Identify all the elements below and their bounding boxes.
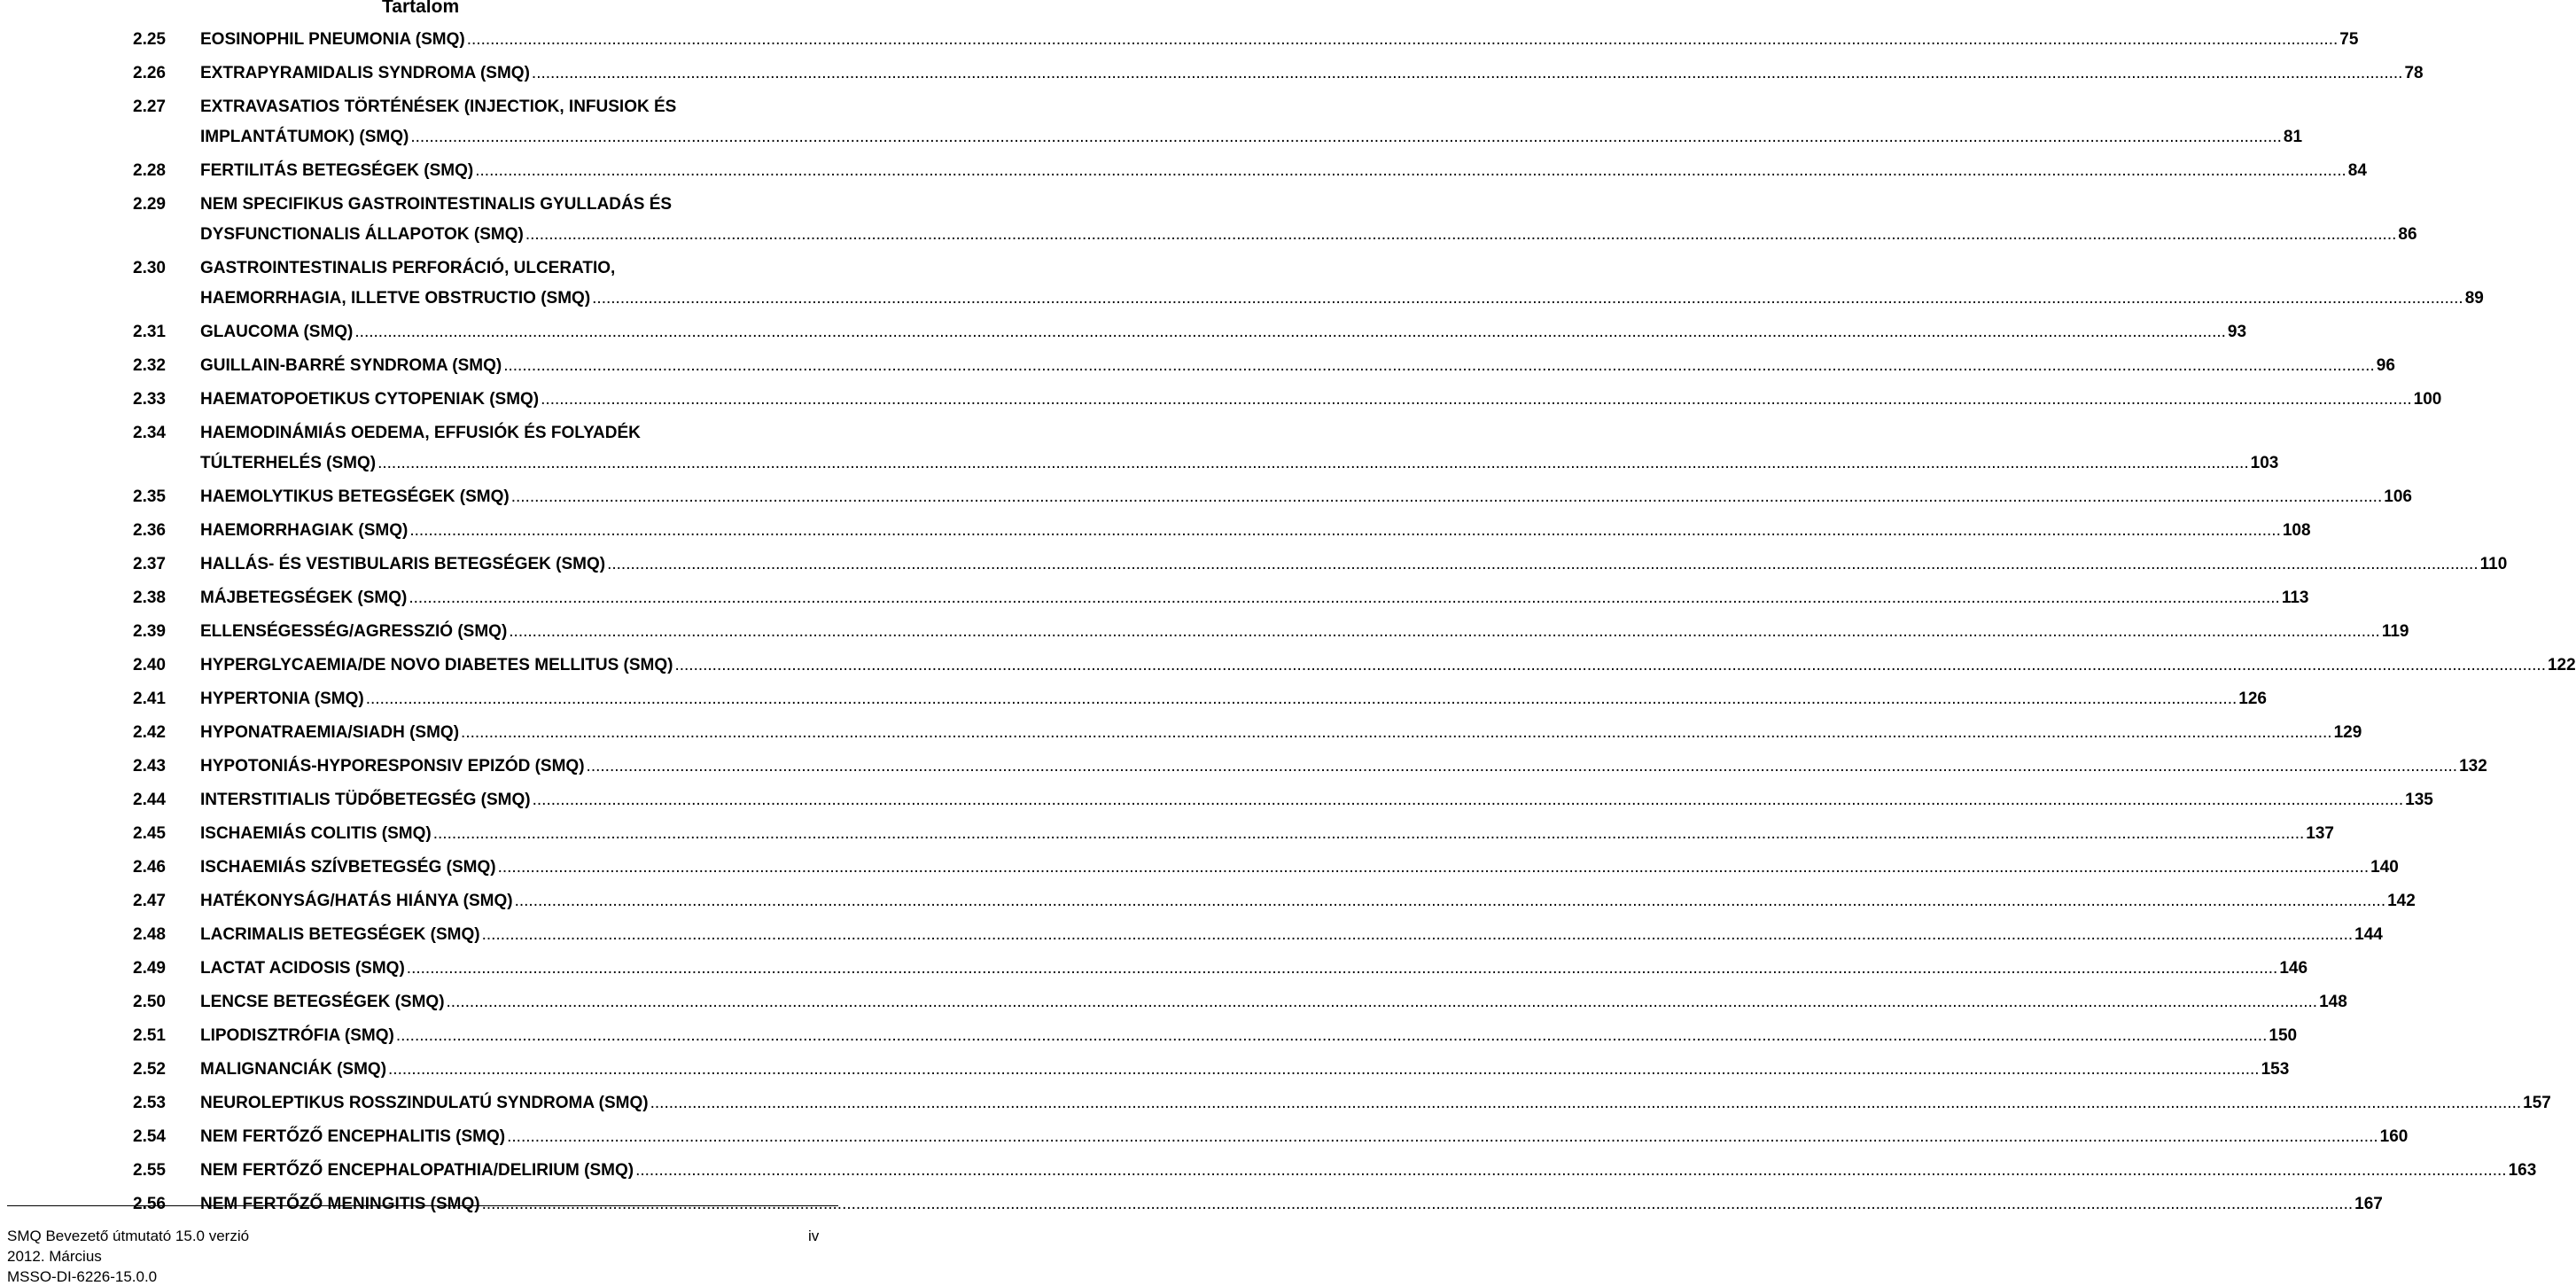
toc-entry[interactable] — [0, 993, 2347, 1011]
toc-entry-title: FERTILITÁS BETEGSÉGEK (SMQ) — [200, 161, 474, 180]
toc-entry-title: DYSFUNCTIONALIS ÁLLAPOTOK (SMQ) — [200, 225, 524, 244]
toc-entry-title: NEUROLEPTIKUS ROSSZINDULATÚ SYNDROMA (SMQ) — [200, 1094, 649, 1112]
toc-entry-number: 2.44 — [133, 791, 166, 809]
toc-entry[interactable] — [0, 323, 2247, 341]
toc-entry[interactable] — [0, 588, 2309, 607]
toc-entry-title: MÁJBETEGSÉGEK (SMQ) — [200, 588, 408, 607]
toc-entry-title: NEM FERTŐZŐ ENCEPHALOPATHIA/DELIRIUM (SMQ) — [200, 1161, 634, 1180]
toc-dot-leader: ................................................................................................................................................................................................................................................................................................................................................................................................................ — [607, 555, 2479, 573]
toc-entry-page: 153 — [2261, 1060, 2290, 1079]
toc-entry-number: 2.40 — [133, 656, 166, 674]
toc-entry-page: 96 — [2376, 356, 2395, 375]
toc-entry[interactable] — [0, 858, 2399, 877]
toc-dot-leader: ................................................................................................................................................................................................................................................................................................................................................................................................................ — [446, 993, 2318, 1011]
toc-entry-page: 150 — [2269, 1026, 2298, 1045]
toc-entry-title: GLAUCOMA (SMQ) — [200, 323, 354, 341]
toc-entry-title: HYPONATRAEMIA/SIADH (SMQ) — [200, 723, 460, 742]
toc-entry[interactable] — [0, 824, 2334, 843]
toc-entry-page: 103 — [2250, 454, 2279, 472]
toc-dot-leader: ................................................................................................................................................................................................................................................................................................................................................................................................................ — [377, 454, 2249, 472]
toc-entry-title: HATÉKONYSÁG/HATÁS HIÁNYA (SMQ) — [200, 892, 513, 910]
toc-entry-title: IMPLANTÁTUMOK) (SMQ) — [200, 128, 409, 146]
toc-entry[interactable] — [0, 925, 2383, 944]
toc-entry-number: 2.32 — [133, 356, 166, 375]
toc-entry-page: 144 — [2354, 925, 2383, 944]
toc-dot-leader: ................................................................................................................................................................................................................................................................................................................................................................................................................ — [365, 690, 2237, 708]
toc-entry-number: 2.49 — [133, 959, 166, 978]
toc-entry-page: 163 — [2508, 1161, 2537, 1180]
toc-entry-number: 2.43 — [133, 757, 166, 775]
toc-entry-number: 2.30 — [133, 259, 166, 277]
toc-entry[interactable] — [0, 259, 2484, 308]
toc-dot-leader: ................................................................................................................................................................................................................................................................................................................................................................................................................ — [514, 892, 2386, 910]
toc-entry[interactable] — [0, 892, 2416, 910]
toc-entry-page: 160 — [2379, 1127, 2409, 1146]
toc-dot-leader: ................................................................................................................................................................................................................................................................................................................................................................................................................ — [461, 723, 2332, 742]
toc-dot-leader: ................................................................................................................................................................................................................................................................................................................................................................................................................ — [531, 64, 2403, 82]
toc-entry-title: LENCSE BETEGSÉGEK (SMQ) — [200, 993, 445, 1011]
toc-entry-number: 2.52 — [133, 1060, 166, 1079]
toc-entry-number: 2.54 — [133, 1127, 166, 1146]
toc-dot-leader: ................................................................................................................................................................................................................................................................................................................................................................................................................ — [409, 521, 2281, 540]
toc-dot-leader: ................................................................................................................................................................................................................................................................................................................................................................................................................ — [532, 791, 2404, 809]
toc-dot-leader: ................................................................................................................................................................................................................................................................................................................................................................................................................ — [466, 30, 2339, 49]
toc-entry-title: EXTRAVASATIOS TÖRTÉNÉSEK (INJECTIOK, INFUSIOK ÉS — [200, 97, 677, 116]
toc-entry-title: ISCHAEMIÁS COLITIS (SMQ) — [200, 824, 432, 843]
toc-entry[interactable] — [0, 723, 2362, 742]
toc-entry-number: 2.25 — [133, 30, 166, 49]
toc-entry[interactable] — [0, 656, 2576, 674]
toc-entry-number: 2.31 — [133, 323, 166, 341]
toc-dot-leader: ................................................................................................................................................................................................................................................................................................................................................................................................................ — [432, 824, 2305, 843]
toc-entry-page: 142 — [2387, 892, 2416, 910]
toc-entry-number: 2.34 — [133, 424, 166, 442]
toc-entry-title: HAEMATOPOETIKUS CYTOPENIAK (SMQ) — [200, 390, 540, 409]
toc-entry-title: LIPODISZTRÓFIA (SMQ) — [200, 1026, 394, 1045]
toc-entry-title: INTERSTITIALIS TÜDŐBETEGSÉG (SMQ) — [200, 791, 531, 809]
toc-entry-title: GUILLAIN-BARRÉ SYNDROMA (SMQ) — [200, 356, 502, 375]
toc-entry-number: 2.45 — [133, 824, 166, 843]
toc-entry-page: 132 — [2459, 757, 2487, 775]
toc-entry[interactable] — [0, 424, 2279, 472]
toc-entry-number: 2.36 — [133, 521, 166, 540]
toc-entry-title: HAEMORRHAGIA, ILLETVE OBSTRUCTIO (SMQ) — [200, 289, 591, 308]
toc-entry[interactable] — [0, 1195, 2383, 1213]
footer-document-title: SMQ Bevezető útmutató 15.0 verzió — [7, 1228, 250, 1244]
footer-date: 2012. Március — [7, 1248, 102, 1265]
toc-dot-leader: ................................................................................................................................................................................................................................................................................................................................................................................................................ — [650, 1094, 2522, 1112]
toc-entry-page: 119 — [2381, 622, 2409, 641]
toc-dot-leader: ................................................................................................................................................................................................................................................................................................................................................................................................................ — [409, 588, 2280, 607]
toc-dot-leader: ................................................................................................................................................................................................................................................................................................................................................................................................................ — [510, 487, 2383, 506]
toc-entry[interactable] — [0, 1127, 2409, 1146]
toc-entry-title: HYPERGLYCAEMIA/DE NOVO DIABETES MELLITUS (SMQ) — [200, 656, 673, 674]
toc-entry-number: 2.46 — [133, 858, 166, 877]
toc-dot-leader: ................................................................................................................................................................................................................................................................................................................................................................................................................ — [475, 161, 2346, 180]
toc-dot-leader: ................................................................................................................................................................................................................................................................................................................................................................................................................ — [481, 925, 2354, 944]
toc-entry[interactable] — [0, 356, 2395, 375]
toc-entry-title: HYPERTONIA (SMQ) — [200, 690, 364, 708]
toc-entry-page: 135 — [2405, 791, 2433, 809]
toc-entry-page: 86 — [2398, 225, 2417, 244]
toc-entry-title: NEM SPECIFIKUS GASTROINTESTINALIS GYULLADÁS ÉS — [200, 195, 673, 214]
toc-entry-page: 84 — [2347, 161, 2367, 180]
toc-entry-number: 2.38 — [133, 588, 166, 607]
toc-entry[interactable] — [0, 1094, 2551, 1112]
toc-entry-title: HYPOTONIÁS-HYPORESPONSIV EPIZÓD (SMQ) — [200, 757, 585, 775]
toc-entry-page: 157 — [2523, 1094, 2551, 1112]
toc-entry-number: 2.41 — [133, 690, 166, 708]
toc-dot-leader: ................................................................................................................................................................................................................................................................................................................................................................................................................ — [481, 1195, 2354, 1213]
toc-entry[interactable] — [0, 690, 2267, 708]
footer-divider — [7, 1205, 838, 1206]
table-of-contents — [0, 30, 2576, 1229]
footer-page-number: iv — [808, 1228, 820, 1244]
toc-entry[interactable] — [0, 1161, 2537, 1180]
toc-dot-leader: ................................................................................................................................................................................................................................................................................................................................................................................................................ — [497, 858, 2370, 877]
toc-entry-title: HAEMOLYTIKUS BETEGSÉGEK (SMQ) — [200, 487, 510, 506]
toc-entry-number: 2.47 — [133, 892, 166, 910]
toc-entry-page: 89 — [2464, 289, 2484, 308]
toc-entry[interactable] — [0, 959, 2308, 978]
toc-dot-leader: ................................................................................................................................................................................................................................................................................................................................................................................................................ — [354, 323, 2226, 341]
page-header-title: Tartalom — [382, 0, 460, 17]
toc-entry-title: GASTROINTESTINALIS PERFORÁCIÓ, ULCERATIO, — [200, 259, 616, 277]
toc-entry-title: NEM FERTŐZŐ ENCEPHALITIS (SMQ) — [200, 1127, 506, 1146]
toc-dot-leader: ................................................................................................................................................................................................................................................................................................................................................................................................................ — [503, 356, 2375, 375]
toc-entry-page: 113 — [2281, 588, 2309, 607]
toc-dot-leader: ................................................................................................................................................................................................................................................................................................................................................................................................................ — [388, 1060, 2260, 1079]
toc-entry-page: 140 — [2370, 858, 2399, 877]
toc-entry[interactable] — [0, 622, 2409, 641]
toc-entry-page: 81 — [2283, 128, 2303, 146]
toc-entry-number: 2.28 — [133, 161, 166, 180]
toc-dot-leader: ................................................................................................................................................................................................................................................................................................................................................................................................................ — [395, 1026, 2268, 1045]
toc-entry-title: EXTRAPYRAMIDALIS SYNDROMA (SMQ) — [200, 64, 530, 82]
toc-entry-title: ISCHAEMIÁS SZÍVBETEGSÉG (SMQ) — [200, 858, 496, 877]
toc-entry-title: TÚLTERHELÉS (SMQ) — [200, 454, 377, 472]
toc-entry-title: HAEMODINÁMIÁS OEDEMA, EFFUSIÓK ÉS FOLYADÉK — [200, 424, 641, 442]
toc-entry-page: 106 — [2384, 487, 2412, 506]
toc-entry-number: 2.50 — [133, 993, 166, 1011]
toc-entry-number: 2.33 — [133, 390, 166, 409]
toc-dot-leader: ................................................................................................................................................................................................................................................................................................................................................................................................................ — [586, 757, 2458, 775]
toc-entry-page: 93 — [2227, 323, 2247, 341]
toc-entry-page: 137 — [2306, 824, 2334, 843]
toc-entry-number: 2.55 — [133, 1161, 166, 1180]
toc-entry-number: 2.51 — [133, 1026, 166, 1045]
toc-entry-page: 122 — [2547, 656, 2576, 674]
toc-dot-leader: ................................................................................................................................................................................................................................................................................................................................................................................................................ — [406, 959, 2278, 978]
toc-entry-number: 2.56 — [133, 1195, 166, 1213]
toc-entry-number: 2.42 — [133, 723, 166, 742]
toc-dot-leader: ................................................................................................................................................................................................................................................................................................................................................................................................................ — [592, 289, 2463, 308]
toc-entry-number: 2.48 — [133, 925, 166, 944]
toc-entry-number: 2.35 — [133, 487, 166, 506]
toc-dot-leader: ................................................................................................................................................................................................................................................................................................................................................................................................................ — [507, 1127, 2378, 1146]
toc-dot-leader: ................................................................................................................................................................................................................................................................................................................................................................................................................ — [410, 128, 2282, 146]
toc-entry[interactable] — [0, 64, 2424, 82]
toc-entry[interactable] — [0, 791, 2433, 809]
toc-entry-page: 126 — [2238, 690, 2267, 708]
toc-entry-page: 148 — [2319, 993, 2347, 1011]
toc-dot-leader: ................................................................................................................................................................................................................................................................................................................................................................................................................ — [635, 1161, 2507, 1180]
toc-entry-title: ELLENSÉGESSÉG/AGRESSZIÓ (SMQ) — [200, 622, 508, 641]
footer-document-id: MSSO-DI-6226-15.0.0 — [7, 1268, 158, 1285]
toc-entry-page: 146 — [2279, 959, 2308, 978]
toc-entry[interactable] — [0, 30, 2359, 49]
toc-entry-title: HALLÁS- ÉS VESTIBULARIS BETEGSÉGEK (SMQ) — [200, 555, 606, 573]
toc-entry-title: MALIGNANCIÁK (SMQ) — [200, 1060, 387, 1079]
toc-entry[interactable] — [0, 97, 2303, 146]
toc-entry-page: 167 — [2354, 1195, 2383, 1213]
toc-entry-page: 78 — [2404, 64, 2424, 82]
toc-entry-page: 129 — [2333, 723, 2362, 742]
toc-entry-page: 100 — [2413, 390, 2442, 409]
toc-entry[interactable] — [0, 1060, 2290, 1079]
toc-entry-title: LACTAT ACIDOSIS (SMQ) — [200, 959, 405, 978]
toc-entry-page: 110 — [2479, 555, 2508, 573]
toc-dot-leader: ................................................................................................................................................................................................................................................................................................................................................................................................................ — [509, 622, 2380, 641]
toc-entry-number: 2.39 — [133, 622, 166, 641]
toc-entry-title: HAEMORRHAGIAK (SMQ) — [200, 521, 409, 540]
toc-entry-title: NEM FERTŐZŐ MENINGITIS (SMQ) — [200, 1195, 480, 1213]
toc-entry-title: EOSINOPHIL PNEUMONIA (SMQ) — [200, 30, 465, 49]
toc-dot-leader: ................................................................................................................................................................................................................................................................................................................................................................................................................ — [674, 656, 2546, 674]
toc-dot-leader: ................................................................................................................................................................................................................................................................................................................................................................................................................ — [525, 225, 2397, 244]
toc-entry-number: 2.37 — [133, 555, 166, 573]
toc-entry-page: 75 — [2339, 30, 2359, 49]
toc-entry[interactable] — [0, 1026, 2298, 1045]
toc-entry-number: 2.29 — [133, 195, 166, 214]
toc-entry[interactable] — [0, 555, 2508, 573]
toc-entry[interactable] — [0, 521, 2311, 540]
toc-entry[interactable] — [0, 195, 2417, 244]
toc-entry[interactable] — [0, 161, 2367, 180]
toc-entry[interactable] — [0, 757, 2487, 775]
toc-entry[interactable] — [0, 487, 2412, 506]
toc-entry[interactable] — [0, 390, 2442, 409]
toc-entry-title: LACRIMALIS BETEGSÉGEK (SMQ) — [200, 925, 480, 944]
toc-dot-leader: ................................................................................................................................................................................................................................................................................................................................................................................................................ — [541, 390, 2412, 409]
toc-entry-page: 108 — [2282, 521, 2311, 540]
toc-entry-number: 2.53 — [133, 1094, 166, 1112]
toc-entry-number: 2.27 — [133, 97, 166, 116]
toc-entry-number: 2.26 — [133, 64, 166, 82]
